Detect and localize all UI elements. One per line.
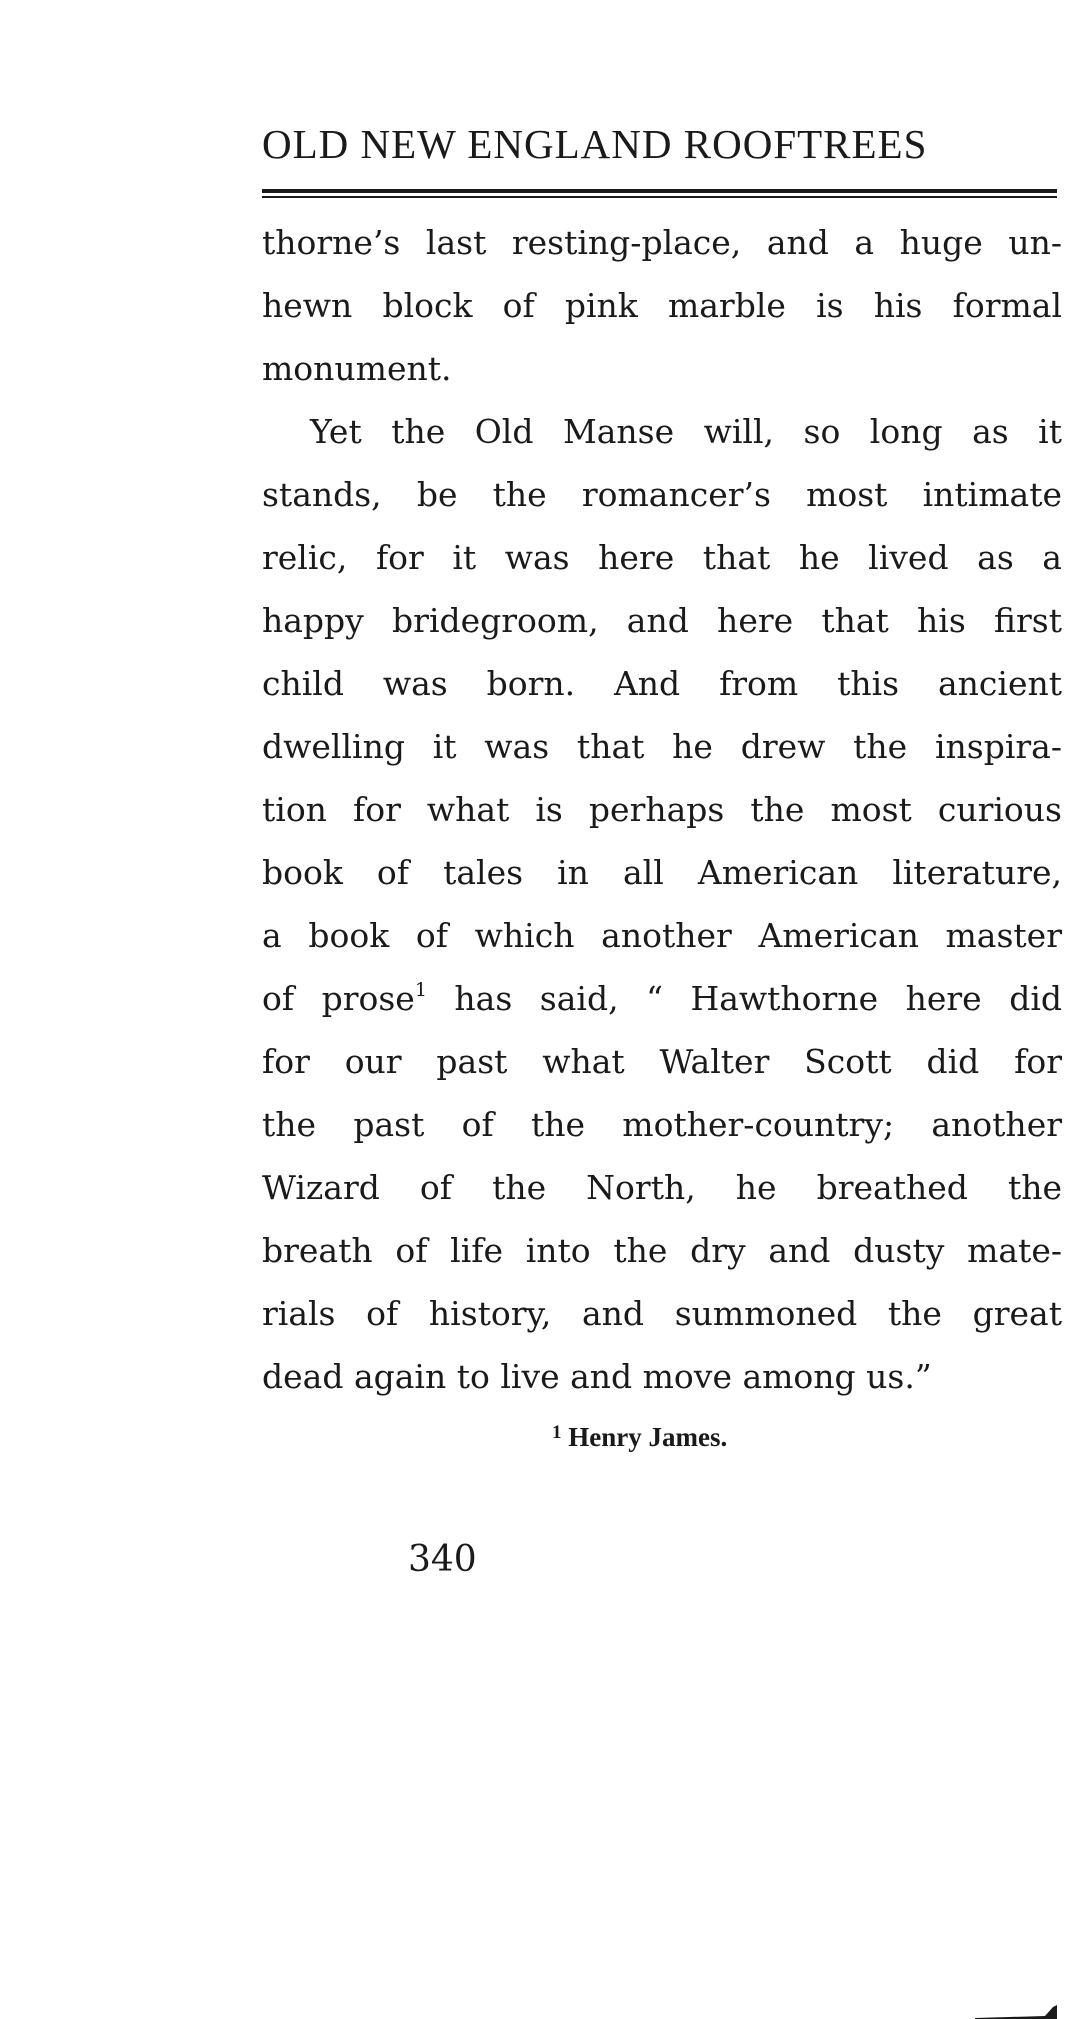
text-fragment: has said, “ Hawthorne here did (426, 979, 1062, 1018)
text-line-with-note (262, 967, 1062, 1030)
text-line: for our past what Walter Scott did for (262, 1042, 1062, 1081)
text-line: a book of which another American master (262, 916, 1062, 955)
text-line: happy bridegroom, and here that his first (262, 601, 1062, 640)
text-line: hewn block of pink marble is his formal (262, 286, 1062, 325)
text-line: rials of history, and summoned the great (262, 1294, 1062, 1333)
text-line: dead again to live and move among us.” (262, 1357, 932, 1396)
header-rule-thick (262, 189, 1057, 193)
text-line: the past of the mother-country; another (262, 1105, 1062, 1144)
text-line: monument. (262, 349, 452, 388)
body-text (262, 211, 1062, 1408)
text-line: breath of life into the dry and dusty mate- (262, 1231, 1062, 1270)
text-line: Wizard of the North, he breathed the (262, 1168, 1062, 1207)
running-title: OLD NEW ENGLAND ROOFTREES (262, 121, 928, 167)
footnote-reference: 1 (414, 979, 427, 1001)
text-line: Yet the Old Manse will, so long as it (310, 412, 1062, 451)
text-line: relic, for it was here that he lived as a (262, 538, 1062, 577)
footnote (552, 1424, 727, 1451)
text-line: dwelling it was that he drew the inspira- (262, 727, 1062, 766)
text-line: thorne’s last resting-place, and a huge un- (262, 223, 1062, 262)
text-line: book of tales in all American literature, (262, 853, 1062, 892)
text-fragment: of prose (262, 979, 415, 1018)
text-line: stands, be the romancer’s most intimate (262, 475, 1062, 514)
scan-edge-mark (975, 2003, 1057, 2019)
text-line: tion for what is perhaps the most curious (262, 790, 1062, 829)
header-rule-thin (262, 196, 1057, 198)
text-line: child was born. And from this ancient (262, 664, 1062, 703)
page-number: 340 (408, 1539, 477, 1580)
footnote-text: Henry James. (568, 1422, 728, 1452)
footnote-marker: 1 (552, 1422, 562, 1443)
